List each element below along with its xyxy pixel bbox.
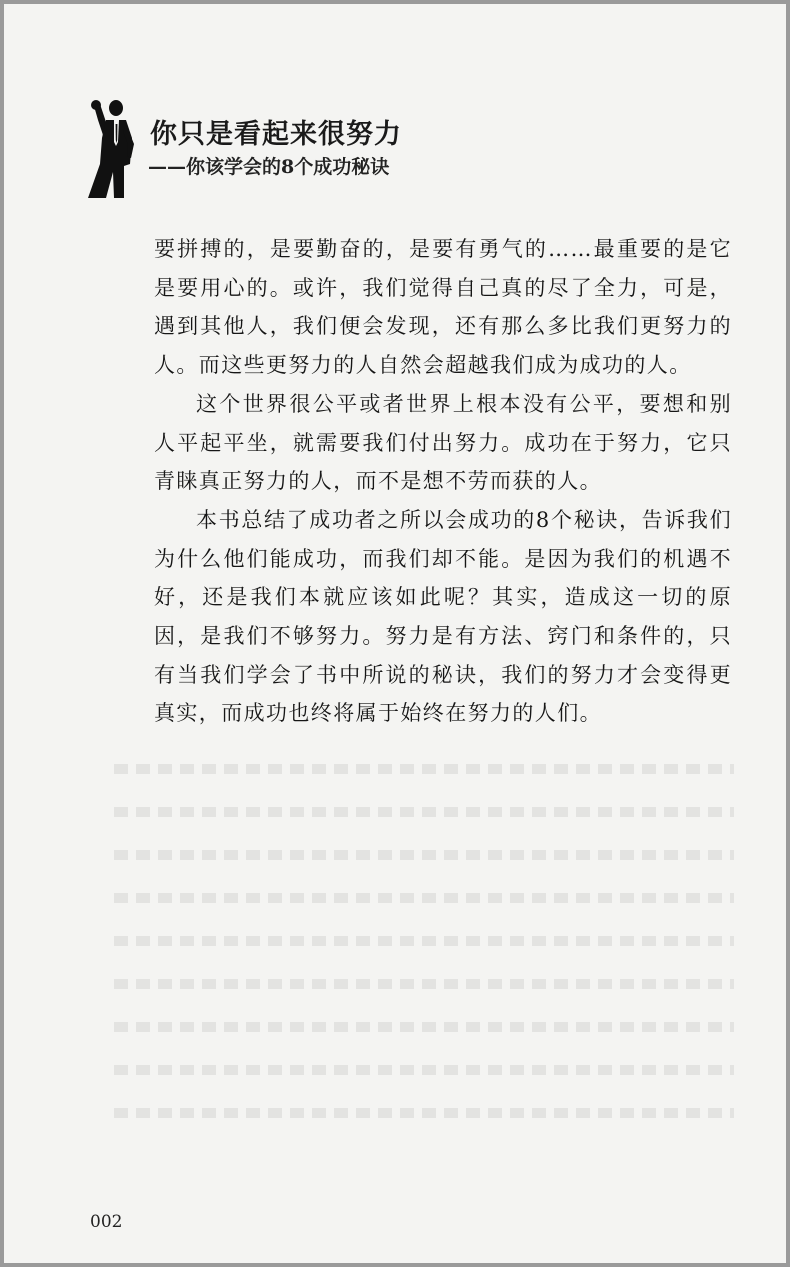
book-subtitle: ——你该学会的8个成功秘诀 [148,156,390,178]
book-title: 你只是看起来很努力 [150,119,402,150]
paragraph-1: 要拼搏的，是要勤奋的，是要有勇气的……最重要的是它是要用心的。或许，我们觉得自己真的尽了全力，可是，遇到其他人，我们便会发现，还有那么多比我们更努力的人。而这些更努力的人自然会超越我们成为成功的人。 [154,237,732,378]
paragraph-3: 本书总结了成功者之所以会成功的8个秘诀，告诉我们为什么他们能成功，而我们却不能。是因为我们的机遇不好，还是我们本就应该如此呢？其实，造成这一切的原因，是我们不够努力。努力是有方法、窍门和条件的，只有当我们学会了书中所说的秘诀，我们的努力才会变得更真实，而成功也终将属于始终在努力的人们。 [154,507,732,726]
page-number: 002 [90,1212,123,1232]
body-text [154,230,732,733]
running-header [84,94,584,204]
businessman-silhouette-icon [84,98,142,198]
paragraph-2: 这个世界很公平或者世界上根本没有公平，要想和别人平起平坐，就需要我们付出努力。成功在于努力，它只青睐真正努力的人，而不是想不劳而获的人。 [154,391,732,494]
show-through-text [114,764,734,1154]
book-page [4,4,786,1263]
